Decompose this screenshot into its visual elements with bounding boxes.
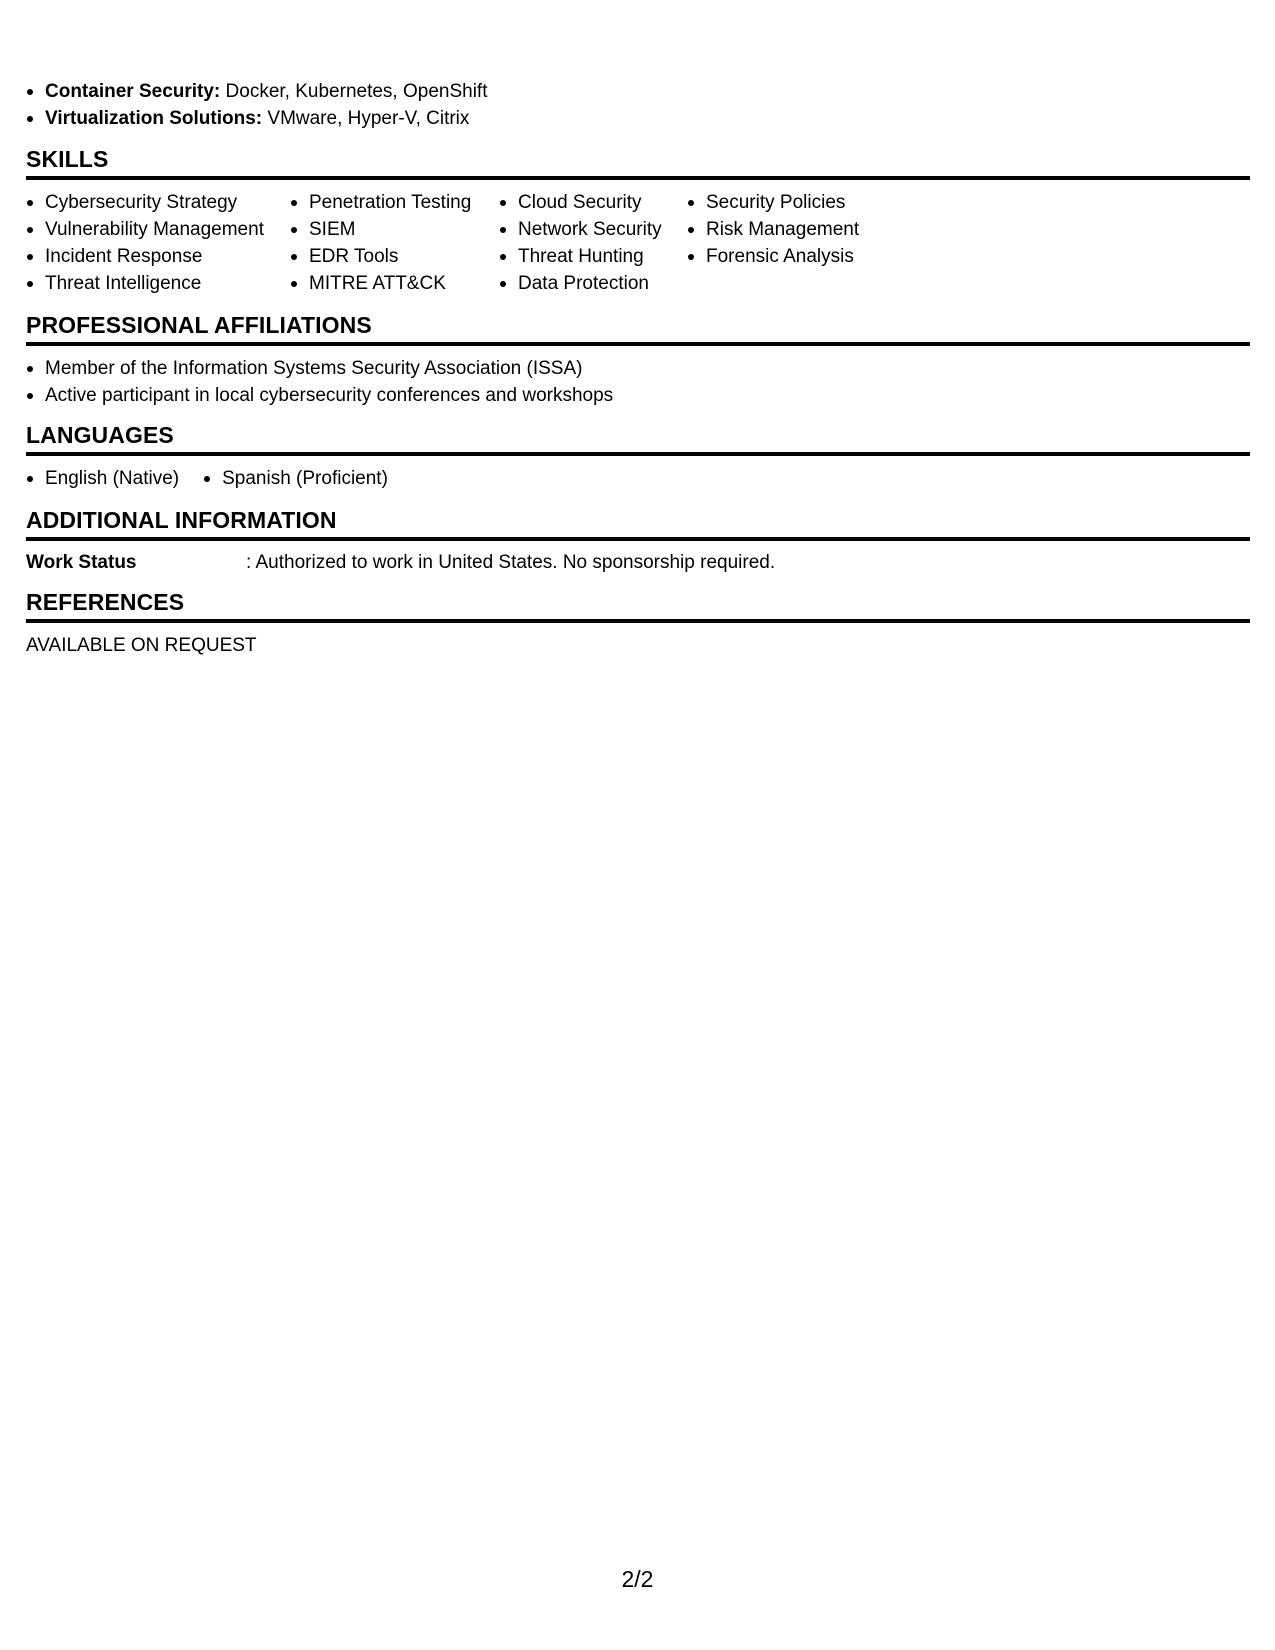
skills-column: [290, 189, 477, 297]
skills-grid: [26, 189, 909, 297]
item-value: Docker, Kubernetes, OpenShift: [225, 81, 488, 102]
languages-heading: LANGUAGES: [26, 421, 1250, 456]
skill-item: Cybersecurity Strategy: [26, 189, 268, 216]
skill-item: Forensic Analysis: [687, 243, 887, 270]
skill-item: Data Protection: [499, 270, 665, 297]
skill-item: Threat Intelligence: [26, 270, 268, 297]
page-number: 2/2: [621, 1566, 654, 1592]
languages-list: [26, 465, 412, 492]
language-item: English (Native): [26, 465, 179, 492]
skill-item: MITRE ATT&CK: [290, 270, 477, 297]
skills-column: [499, 189, 665, 297]
skill-item: SIEM: [290, 216, 477, 243]
affiliations-heading: PROFESSIONAL AFFILIATIONS: [26, 311, 1250, 346]
skills-column: [687, 189, 887, 297]
references-heading: REFERENCES: [26, 588, 1250, 623]
list-item: [26, 78, 487, 105]
work-status-row: [26, 549, 775, 576]
affiliations-list: [26, 355, 613, 409]
work-status-value: : Authorized to work in United States. No sponsorship required.: [246, 552, 776, 573]
skill-item: Network Security: [499, 216, 665, 243]
skill-item: Risk Management: [687, 216, 887, 243]
additional-info-heading: ADDITIONAL INFORMATION: [26, 506, 1250, 541]
work-status-label: Work Status: [26, 552, 137, 573]
list-item: [26, 105, 487, 132]
skill-item: Penetration Testing: [290, 189, 477, 216]
skill-item: Threat Hunting: [499, 243, 665, 270]
skills-column: [26, 189, 268, 297]
skill-item: EDR Tools: [290, 243, 477, 270]
affiliation-item: Member of the Information Systems Security Association (ISSA): [26, 355, 613, 382]
skill-item: Incident Response: [26, 243, 268, 270]
item-value: VMware, Hyper-V, Citrix: [267, 108, 470, 129]
item-label: Virtualization Solutions:: [45, 108, 263, 129]
technical-expertise-list: [26, 78, 487, 132]
language-item: Spanish (Proficient): [203, 465, 388, 492]
affiliation-item: Active participant in local cybersecurity conferences and workshops: [26, 382, 613, 409]
skill-item: Vulnerability Management: [26, 216, 268, 243]
skill-item: Security Policies: [687, 189, 887, 216]
item-label: Container Security:: [45, 81, 221, 102]
skills-heading: SKILLS: [26, 145, 1250, 180]
references-text: AVAILABLE ON REQUEST: [26, 635, 257, 656]
skill-item: Cloud Security: [499, 189, 665, 216]
